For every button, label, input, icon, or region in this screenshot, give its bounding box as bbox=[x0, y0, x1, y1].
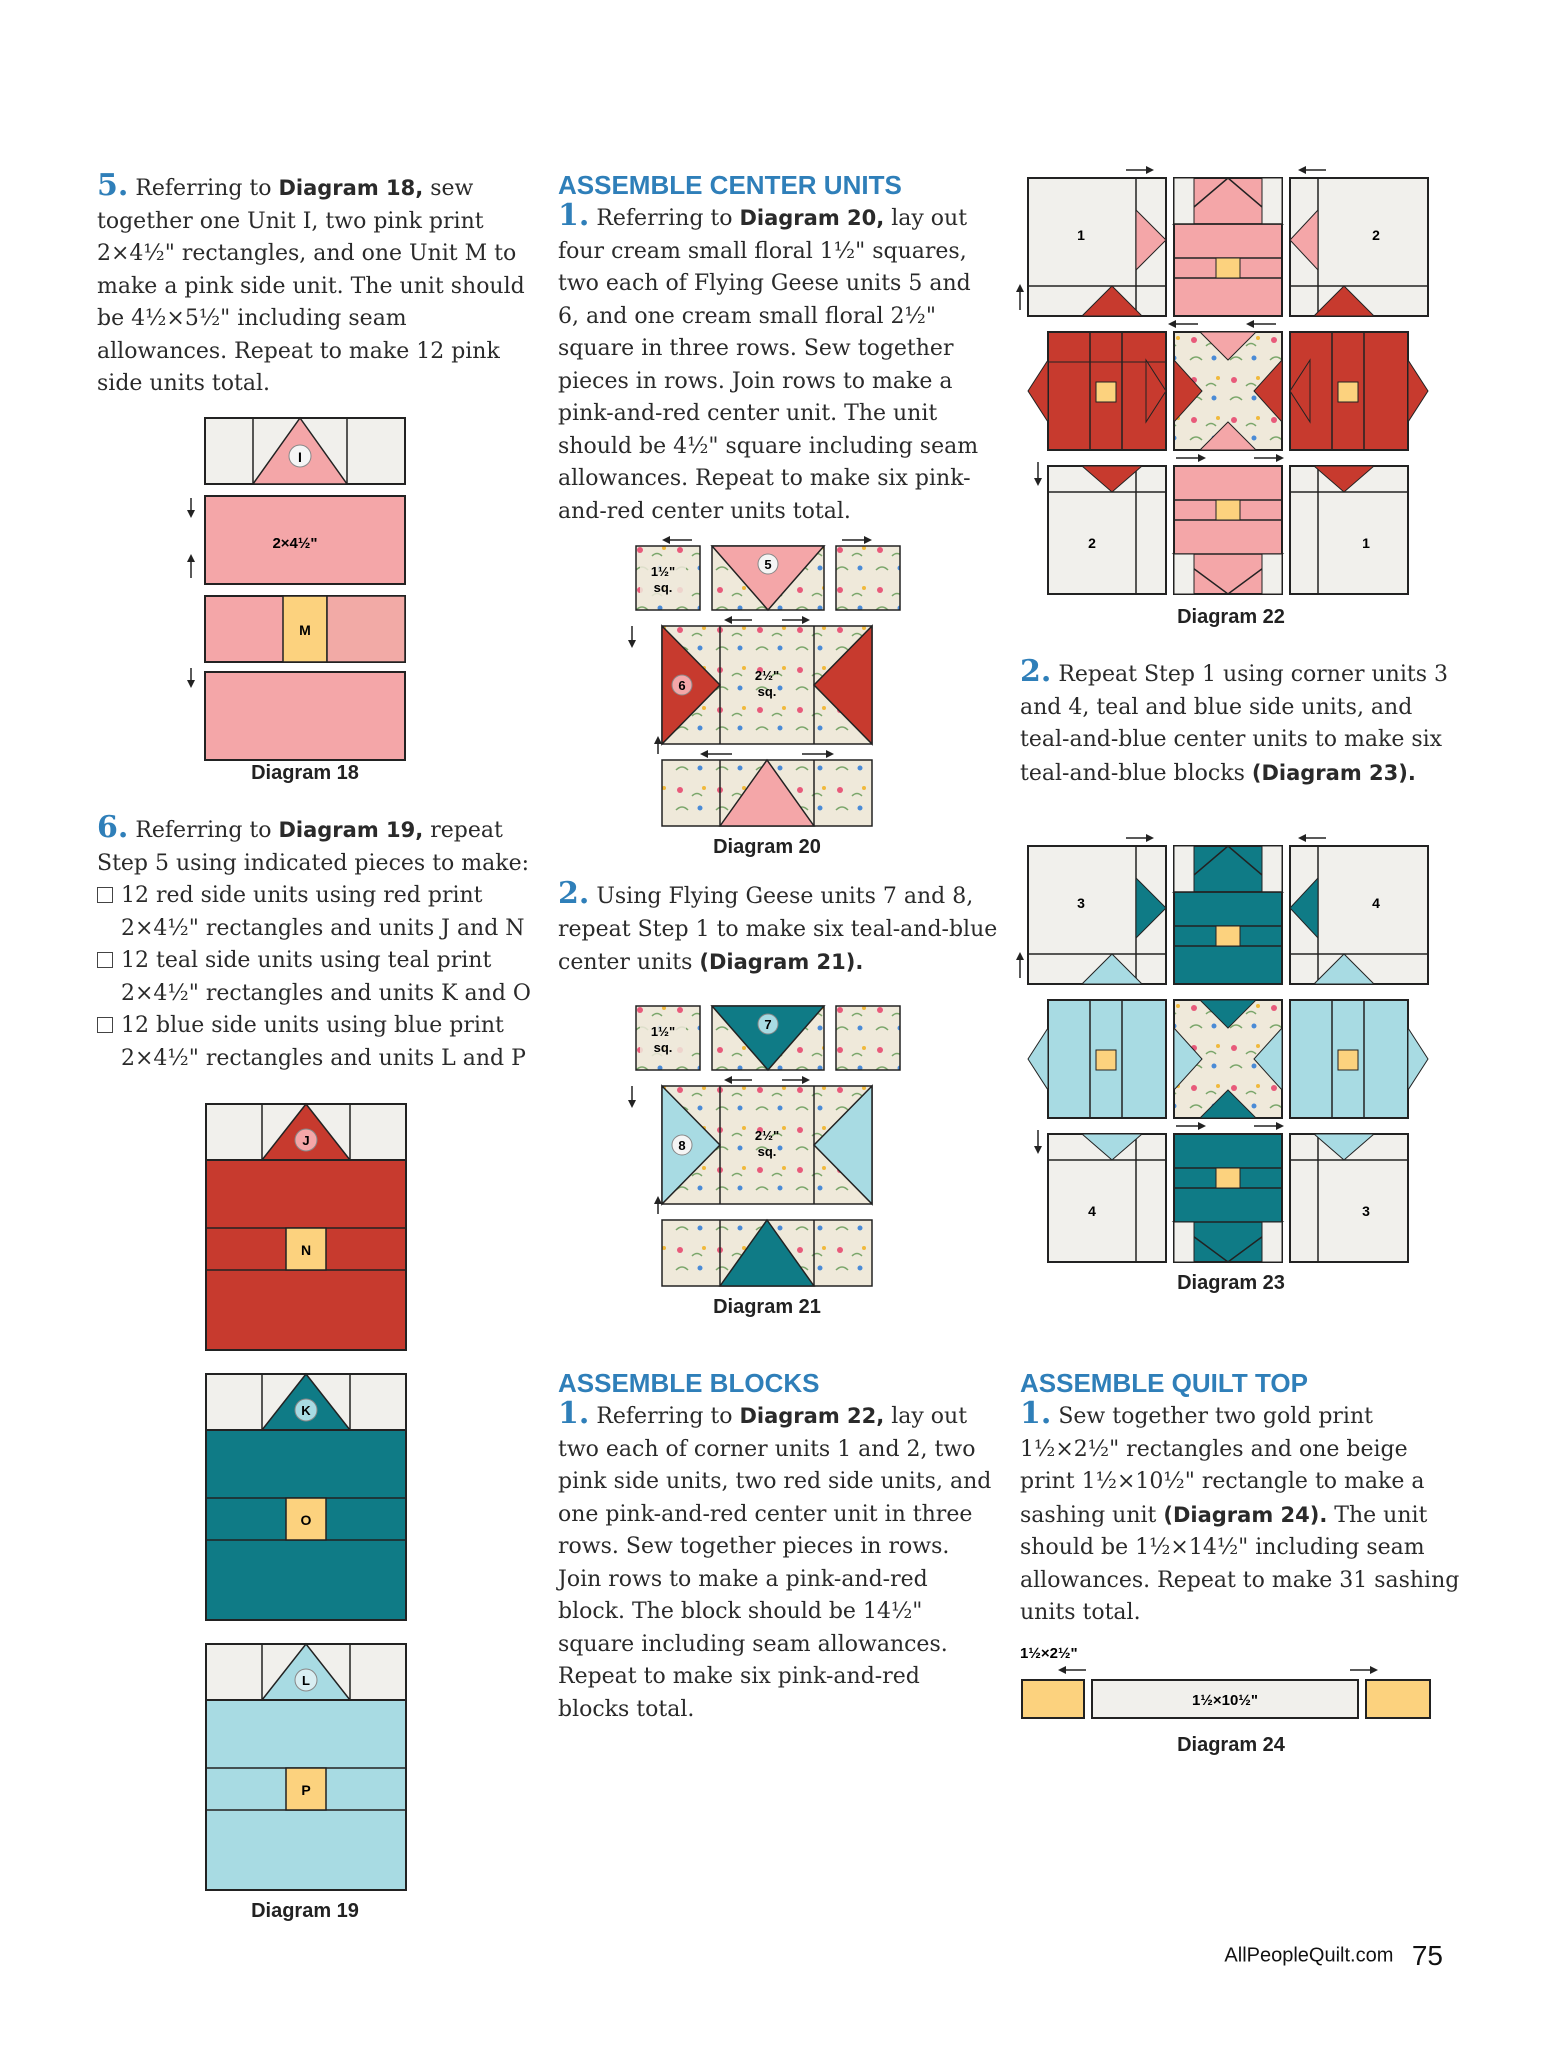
step-number: 6. bbox=[97, 810, 129, 845]
center-step-2-block bbox=[558, 878, 998, 980]
diagram-19 bbox=[204, 1104, 410, 1904]
unit-label: I bbox=[298, 449, 302, 465]
corner-label: 1 bbox=[1077, 227, 1085, 243]
step-6 bbox=[97, 812, 537, 880]
step-text: sew together one Unit I, two pink print 2×4½" rectangles, and one Unit M to make a pink side unit. The unit should be 4½×5½" including seam allowances. Repeat to make 12 pink side units total. bbox=[97, 176, 525, 396]
diagram-19-caption: Diagram 19 bbox=[251, 1900, 359, 1922]
unit-label: O bbox=[300, 1512, 312, 1528]
square-size-label: 1½" bbox=[650, 564, 676, 579]
unit-label: 8 bbox=[678, 1138, 686, 1153]
diagram-21-caption: Diagram 21 bbox=[713, 1296, 821, 1318]
step-number: 1. bbox=[1020, 1396, 1052, 1431]
page-number: 75 bbox=[1411, 1940, 1443, 1971]
unit-label: L bbox=[302, 1673, 310, 1688]
unit-label: J bbox=[302, 1133, 310, 1148]
unit-label: N bbox=[300, 1242, 312, 1258]
diagram-20 bbox=[632, 540, 902, 830]
square-size-label: 2½" bbox=[754, 1128, 780, 1143]
unit-label: P bbox=[301, 1782, 311, 1798]
diagram-23-caption: Diagram 23 bbox=[1177, 1272, 1285, 1294]
step-6-block bbox=[97, 812, 537, 1075]
unit-label: 6 bbox=[678, 678, 686, 693]
small-rect-label: 1½×2½" bbox=[1020, 1645, 1078, 1662]
step-text: lay out four cream small floral 1½" squares, two each of Flying Geese units 5 and 6, and one cream small floral 2½" square in three rows. Sew together pieces in rows. Join rows to make a pink-and-red center unit. The unit should be 4½" square including seam allowances. Repeat to make six pink-and-red center units total. bbox=[558, 206, 979, 524]
step-text: Referring to bbox=[135, 818, 279, 843]
quilt-top-block bbox=[1020, 1368, 1460, 1630]
rect-size-label: 2×4½" bbox=[272, 535, 318, 552]
unit-label: 7 bbox=[764, 1017, 772, 1032]
heading-assemble-blocks: ASSEMBLE BLOCKS bbox=[558, 1368, 820, 1398]
diagram-ref: (Diagram 21). bbox=[699, 950, 864, 974]
site-name[interactable]: AllPeopleQuilt.com bbox=[1224, 1944, 1394, 1967]
diagram-21 bbox=[632, 1000, 902, 1290]
checklist-item: 12 teal side units using teal print 2×4½" rectangles and units K and O bbox=[97, 945, 537, 1010]
diagram-23 bbox=[1026, 838, 1430, 1268]
corner-label: 2 bbox=[1088, 535, 1096, 551]
step-number: 5. bbox=[97, 168, 129, 203]
heading-assemble-center-units: ASSEMBLE CENTER UNITS bbox=[558, 170, 902, 200]
diagram-ref: Diagram 19, bbox=[278, 818, 424, 842]
blocks-step-2 bbox=[1020, 656, 1460, 790]
step-number: 1. bbox=[558, 198, 590, 233]
step-text: The unit should be 1½×14½" including seam allowances. Repeat to make 31 sashing units total. bbox=[1020, 1502, 1460, 1625]
heading-assemble-quilt-top: ASSEMBLE QUILT TOP bbox=[1020, 1368, 1308, 1398]
long-rect-label: 1½×10½" bbox=[1192, 1692, 1258, 1709]
column-middle bbox=[558, 170, 998, 528]
step-text: Using Flying Geese units 7 and 8, repeat Step 1 to make six teal-and-blue center units bbox=[558, 884, 998, 975]
diagram-22-caption: Diagram 22 bbox=[1177, 606, 1285, 628]
diagram-ref: Diagram 18, bbox=[278, 176, 424, 200]
square-word: sq. bbox=[653, 1040, 673, 1055]
unit-label: K bbox=[301, 1403, 311, 1418]
step-number: 2. bbox=[558, 876, 590, 911]
step-text: lay out two each of corner units 1 and 2, two pink side units, two red side units, and one pink-and-red center unit in three rows. Sew together pieces in rows. Join rows to make a pink-and-red block. The block should be 14½" square including seam allowances. Repeat to make six pink-and-red blocks total. bbox=[558, 1404, 992, 1722]
blocks-step-2-block bbox=[1020, 656, 1460, 790]
step-text: Repeat Step 1 using corner units 3 and 4, teal and blue side units, and teal-and-blue center units to make six teal-and-blue blocks bbox=[1020, 662, 1448, 786]
diagram-ref: (Diagram 24). bbox=[1163, 1502, 1328, 1527]
blocks-step-1 bbox=[558, 1398, 998, 1726]
step-text: Referring to bbox=[596, 206, 740, 231]
step-number: 1. bbox=[558, 1396, 590, 1431]
page-footer bbox=[1224, 1940, 1443, 1972]
step-text: Sew together two gold print 1½×2½" rectangles and one beige print 1½×10½" rectangle to make a sashing unit bbox=[1020, 1404, 1425, 1528]
step-number: 2. bbox=[1020, 654, 1052, 689]
center-step-1 bbox=[558, 200, 998, 528]
diagram-24 bbox=[1020, 1640, 1440, 1722]
square-size-label: 2½" bbox=[754, 668, 780, 683]
diagram-18-caption: Diagram 18 bbox=[251, 762, 359, 784]
assemble-blocks-block bbox=[558, 1368, 998, 1726]
diagram-ref: Diagram 20, bbox=[739, 206, 885, 230]
step-text: Referring to bbox=[596, 1404, 740, 1429]
checklist-item: 12 blue side units using blue print 2×4½" rectangles and units L and P bbox=[97, 1010, 537, 1075]
corner-label: 4 bbox=[1372, 895, 1380, 911]
step-5 bbox=[97, 170, 527, 401]
column-left bbox=[97, 170, 527, 401]
corner-label: 4 bbox=[1088, 1203, 1096, 1219]
unit-label: M bbox=[299, 622, 311, 638]
square-word: sq. bbox=[757, 684, 777, 699]
square-word: sq. bbox=[757, 1144, 777, 1159]
unit-label: 5 bbox=[764, 557, 772, 572]
step-text: Referring to bbox=[135, 176, 279, 201]
checklist-item: 12 red side units using red print 2×4½" rectangles and units J and N bbox=[97, 880, 537, 945]
diagram-18 bbox=[195, 418, 435, 758]
diagram-ref: (Diagram 23). bbox=[1251, 760, 1416, 785]
quilt-top-step-1 bbox=[1020, 1398, 1460, 1630]
center-step-2 bbox=[558, 878, 998, 980]
step-text: repeat Step 5 using indicated pieces to make: bbox=[97, 818, 530, 876]
diagram-22 bbox=[1026, 170, 1430, 600]
diagram-24-caption: Diagram 24 bbox=[1177, 1734, 1285, 1756]
diagram-20-caption: Diagram 20 bbox=[713, 836, 821, 858]
corner-label: 3 bbox=[1077, 895, 1085, 911]
square-size-label: 1½" bbox=[650, 1024, 676, 1039]
square-word: sq. bbox=[653, 580, 673, 595]
corner-label: 2 bbox=[1372, 227, 1380, 243]
corner-label: 1 bbox=[1362, 535, 1370, 551]
corner-label: 3 bbox=[1362, 1203, 1370, 1219]
diagram-ref: Diagram 22, bbox=[739, 1404, 885, 1428]
